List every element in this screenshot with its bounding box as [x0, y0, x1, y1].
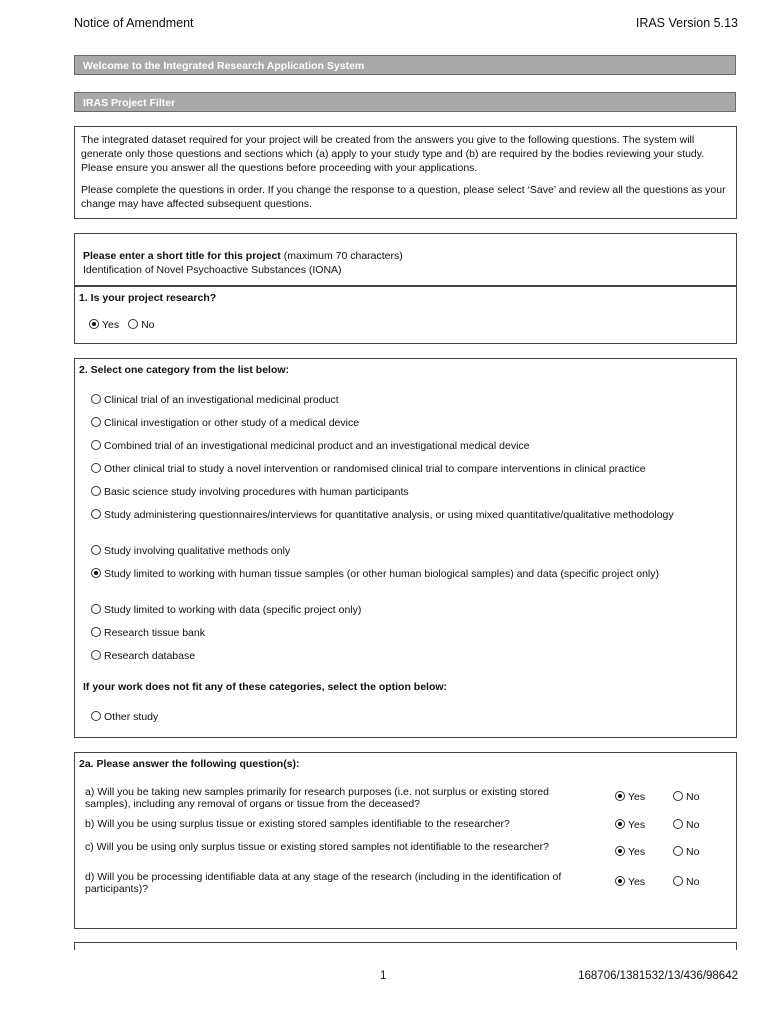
q2a-question-text: b) Will you be using surplus tissue or existing stored samples identifiable to the researcher? — [85, 818, 510, 830]
question-1-title: 1. Is your project research? — [79, 292, 217, 304]
q1-yes-radio[interactable]: Yes — [89, 319, 119, 331]
q2-option-label: Research database — [104, 650, 196, 662]
q2a-no-radio[interactable]: No — [673, 846, 699, 858]
radio-empty-icon — [673, 791, 683, 801]
radio-empty-icon — [673, 819, 683, 829]
page-number: 1 — [380, 970, 387, 982]
q2a-yes-radio[interactable]: Yes — [615, 876, 645, 888]
q2-option-other-study[interactable]: Other study — [91, 709, 726, 725]
q2-option-label: Study limited to working with human tissue samples (or other human biological samples) and data (specific project only) — [104, 568, 660, 580]
radio-empty-icon — [91, 509, 101, 519]
radio-empty-icon — [91, 604, 101, 614]
version-label: IRAS Version 5.13 — [635, 16, 738, 30]
intro-paragraph-1: The integrated dataset required for your project will be created from the answers you give to the following questions. The system will generate only those questions and sections which (a) apply to your study type and (b) are required by the bodies reviewing your study. Please ensure you answer all the questions before proceeding with your applications. — [81, 134, 705, 174]
radio-selected-icon — [615, 876, 625, 886]
q2a-no-radio[interactable]: No — [673, 876, 699, 888]
q2-option-label: Basic science study involving procedures with human participants — [104, 486, 409, 498]
q2a-yes-radio[interactable]: Yes — [615, 819, 645, 831]
q1-no-radio[interactable]: No — [128, 319, 154, 331]
q2-option[interactable] — [91, 648, 726, 664]
question-2-title: 2. Select one category from the list below: — [79, 364, 290, 376]
radio-empty-icon — [91, 440, 101, 450]
q2-option[interactable] — [91, 461, 726, 477]
q2-option-label: Other clinical trial to study a novel intervention or randomised clinical trial to compare interventions in clinical practice — [104, 463, 646, 475]
radio-empty-icon — [91, 463, 101, 473]
intro-paragraph-2: Please complete the questions in order. If you change the response to a question, please select ‘Save’ and review all the questions as your change may have affected subsequent questions. — [81, 184, 726, 210]
question-2-fallback-label: If your work does not fit any of these categories, select the option below: — [83, 681, 448, 693]
q2-option-label: Research tissue bank — [104, 627, 205, 639]
question-2a-box — [74, 752, 737, 929]
q2-option-label: Study limited to working with data (specific project only) — [104, 604, 362, 616]
radio-empty-icon — [673, 876, 683, 886]
q2-option-label: Clinical investigation or other study of a medical device — [104, 417, 360, 429]
radio-selected-icon — [89, 319, 99, 329]
q2-option[interactable] — [91, 392, 726, 408]
radio-empty-icon — [673, 846, 683, 856]
q2a-no-radio[interactable]: No — [673, 819, 699, 831]
radio-empty-icon — [91, 417, 101, 427]
q2-option[interactable] — [91, 625, 726, 641]
short-title-value[interactable]: Identification of Novel Psychoactive Substances (IONA) — [83, 264, 342, 276]
q2-option[interactable] — [85, 566, 726, 582]
q2a-yes-radio[interactable]: Yes — [615, 791, 645, 803]
q2-option[interactable] — [85, 507, 726, 523]
document-title: Notice of Amendment — [74, 16, 194, 30]
short-title-label: Please enter a short title for this project — [83, 250, 281, 262]
next-section-box-edge — [74, 942, 737, 950]
q2a-question-text: c) Will you be using only surplus tissue or existing stored samples not identifiable to the researcher? — [85, 841, 549, 853]
short-title-box — [74, 233, 737, 286]
question-1-options — [89, 319, 155, 331]
question-2a-title: 2a. Please answer the following question(s): — [79, 758, 300, 770]
q2-option-label: Study administering questionnaires/interviews for quantitative analysis, or using mixed quantitative/qualitative methodology — [104, 509, 674, 521]
q2-option[interactable] — [91, 415, 726, 431]
radio-selected-icon — [91, 568, 101, 578]
q2a-question-text: a) Will you be taking new samples primarily for research purposes (i.e. not surplus or existing stored samples), including any removal of organs or tissue from the deceased? — [85, 786, 549, 810]
q2-option-label: Study involving qualitative methods only — [104, 545, 291, 557]
q2a-yes-radio[interactable]: Yes — [615, 846, 645, 858]
welcome-bar: Welcome to the Integrated Research Application System — [74, 55, 736, 75]
short-title-hint: (maximum 70 characters) — [280, 250, 403, 262]
radio-selected-icon — [615, 846, 625, 856]
radio-empty-icon — [91, 545, 101, 555]
radio-empty-icon — [91, 486, 101, 496]
q2-option[interactable] — [91, 602, 726, 618]
radio-empty-icon — [91, 394, 101, 404]
q2-option[interactable] — [91, 484, 726, 500]
q2a-question-text: d) Will you be processing identifiable data at any stage of the research (including in the identification of participants)? — [85, 871, 562, 895]
radio-empty-icon — [128, 319, 138, 329]
question-2-box — [74, 358, 737, 738]
project-filter-bar: IRAS Project Filter — [74, 92, 736, 112]
radio-empty-icon — [91, 627, 101, 637]
intro-box — [74, 126, 737, 219]
radio-selected-icon — [615, 819, 625, 829]
q2-option-label: Clinical trial of an investigational medicinal product — [104, 394, 339, 406]
radio-empty-icon — [91, 711, 101, 721]
q2a-no-radio[interactable]: No — [673, 791, 699, 803]
q2-option[interactable] — [91, 438, 726, 454]
radio-selected-icon — [615, 791, 625, 801]
q2-option[interactable] — [91, 543, 726, 559]
question-1-box — [74, 285, 737, 344]
radio-empty-icon — [91, 650, 101, 660]
q2-option-label: Combined trial of an investigational medicinal product and an investigational medical device — [104, 440, 530, 452]
document-reference: 168706/1381532/13/436/98642 — [578, 970, 738, 982]
